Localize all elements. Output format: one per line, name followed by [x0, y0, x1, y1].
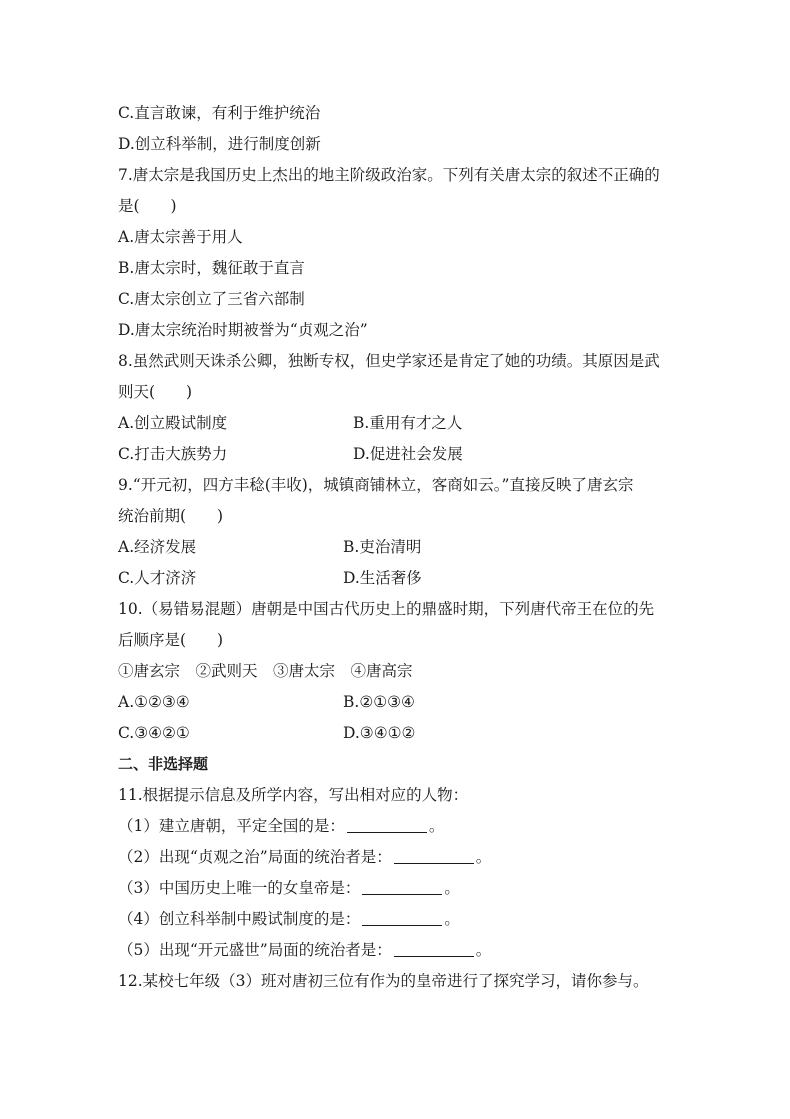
q9-options-row1 — [118, 532, 678, 563]
q9-stem-line2: 统治前期( ) — [118, 507, 224, 525]
end-mark: 。 — [475, 848, 492, 866]
answer-blank[interactable] — [347, 816, 427, 833]
q8-options-row1 — [118, 408, 678, 439]
q8-option-c: C.打击大族势力 — [118, 445, 228, 463]
q10-options-row1 — [118, 687, 678, 718]
q11-sub2 — [118, 842, 678, 873]
q9-option-a: A.经济发展 — [118, 538, 197, 556]
q10-option-a: A.①②③④ — [118, 693, 190, 711]
q7-stem-line2: 是( ) — [118, 197, 177, 215]
q9-option-b: B.吏治清明 — [343, 538, 422, 556]
section-title: 二、非选择题 — [118, 755, 209, 773]
q10-items: ①唐玄宗 ②武则天 ③唐太宗 ④唐高宗 — [118, 662, 413, 680]
q9-option-d: D.生活奢侈 — [343, 569, 422, 587]
answer-blank[interactable] — [394, 847, 474, 864]
end-mark: 。 — [444, 879, 460, 897]
q11-sub2-text: （2）出现“贞观之治”局面的统治者是： — [118, 848, 392, 866]
q6-option-c: C.直言敢谏，有利于维护统治 — [118, 104, 321, 122]
q7-option-d: D.唐太宗统治时期被誉为“贞观之治” — [118, 321, 368, 339]
q10-option-d: D.③④①② — [343, 724, 416, 742]
q9-stem-line1: 9.“开元初，四方丰稔(丰收)，城镇商铺林立，客商如云。”直接反映了唐玄宗 — [118, 476, 634, 494]
answer-blank[interactable] — [362, 909, 442, 926]
q8-option-d: D.促进社会发展 — [353, 445, 463, 463]
q7-option-b: B.唐太宗时，魏征敢于直言 — [118, 259, 305, 277]
q11-sub3-text: （3）中国历史上唯一的女皇帝是： — [118, 879, 361, 897]
q10-stem-line1: 10.（易错易混题）唐朝是中国古代历史上的鼎盛时期，下列唐代帝王在位的先 — [118, 600, 655, 618]
q11-sub5-text: （5）出现“开元盛世”局面的统治者是： — [118, 941, 392, 959]
end-mark: 。 — [444, 910, 460, 928]
q10-option-c: C.③④②① — [118, 724, 190, 742]
q12-stem: 12.某校七年级（3）班对唐初三位有作为的皇帝进行了探究学习，请你参与。 — [118, 972, 649, 990]
q10-stem-line2: 后顺序是( ) — [118, 631, 224, 649]
q7-option-c: C.唐太宗创立了三省六部制 — [118, 290, 305, 308]
q8-stem-line1: 8.虽然武则天诛杀公卿，独断专权，但史学家还是肯定了她的功绩。其原因是武 — [118, 352, 660, 370]
q11-stem: 11.根据提示信息及所学内容，写出相对应的人物： — [118, 786, 469, 804]
q11-sub3 — [118, 873, 678, 904]
q6-option-d: D.创立科举制，进行制度创新 — [118, 135, 321, 153]
q11-sub4 — [118, 904, 678, 935]
q8-options-row2 — [118, 439, 678, 470]
q11-sub1 — [118, 811, 678, 842]
q8-option-b: B.重用有才之人 — [353, 414, 463, 432]
end-mark: 。 — [428, 817, 445, 835]
q11-sub5 — [118, 935, 678, 966]
answer-blank[interactable] — [394, 940, 474, 957]
q8-option-a: A.创立殿试制度 — [118, 414, 228, 432]
q11-sub4-text: （4）创立科举制中殿试制度的是： — [118, 910, 361, 928]
answer-blank[interactable] — [362, 878, 442, 895]
q9-option-c: C.人才济济 — [118, 569, 197, 587]
q11-sub1-text: （1）建立唐朝，平定全国的是： — [118, 817, 345, 835]
q9-options-row2 — [118, 563, 678, 594]
question-content — [118, 98, 678, 997]
q10-options-row2 — [118, 718, 678, 749]
q7-option-a: A.唐太宗善于用人 — [118, 228, 243, 246]
q8-stem-line2: 则天( ) — [118, 383, 193, 401]
q10-option-b: B.②①③④ — [343, 693, 415, 711]
q7-stem-line1: 7.唐太宗是我国历史上杰出的地主阶级政治家。下列有关唐太宗的叙述不正确的 — [118, 166, 660, 184]
end-mark: 。 — [475, 941, 492, 959]
